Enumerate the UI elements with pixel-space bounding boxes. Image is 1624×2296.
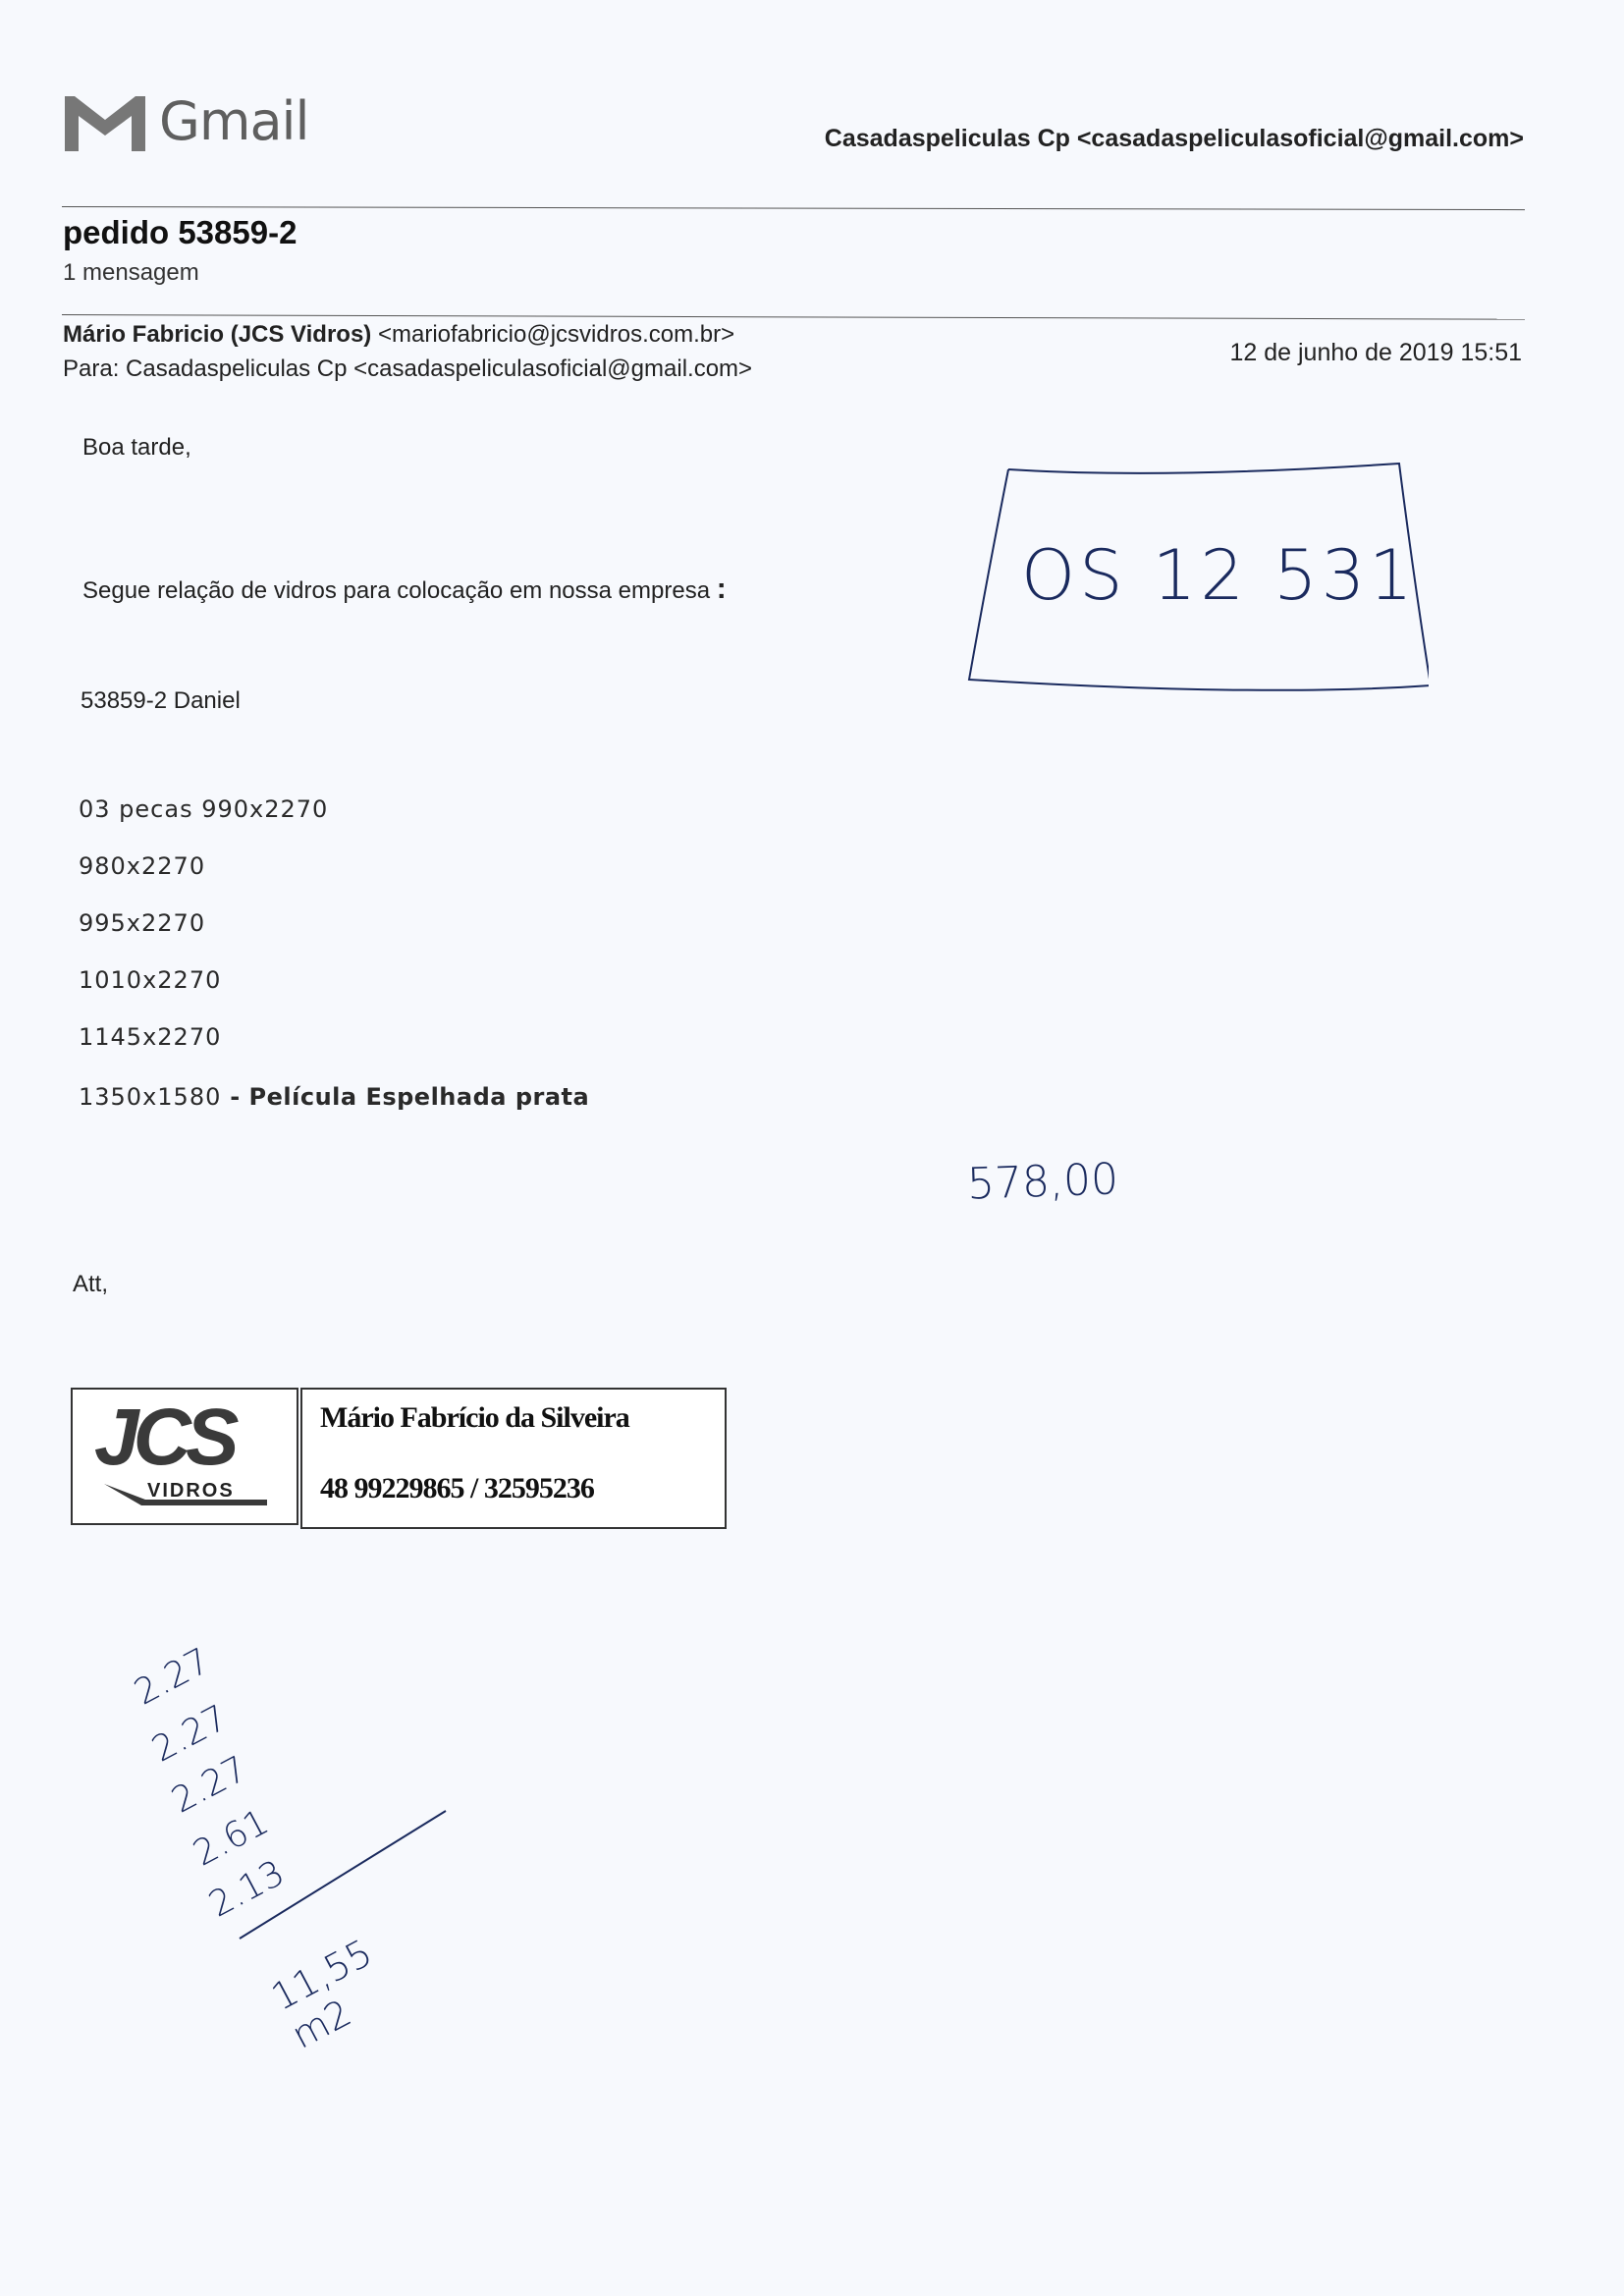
glass-item: 980x2270	[79, 852, 206, 880]
calc-total: 11,55 m2	[264, 1931, 380, 2057]
greeting: Boa tarde,	[82, 434, 191, 461]
glass-item-size: 1350x1580	[79, 1083, 222, 1111]
glass-item-film	[79, 1083, 589, 1111]
email-signature	[71, 1388, 725, 1527]
calc-line: 2.27	[145, 1697, 235, 1771]
handwritten-os-number: OS 12 531	[1021, 535, 1417, 616]
gmail-logo-icon	[61, 88, 149, 155]
glass-item: 1145x2270	[79, 1023, 222, 1051]
signature-phone: 48 99229865 / 32595236	[320, 1472, 594, 1504]
message-date: 12 de junho de 2019 15:51	[1229, 339, 1522, 366]
jcs-logo	[71, 1388, 298, 1525]
order-reference: 53859-2 Daniel	[81, 687, 241, 714]
closing: Att,	[73, 1271, 109, 1297]
message-divider	[62, 314, 1525, 320]
intro-colon: :	[716, 573, 727, 605]
glass-item: 1010x2270	[79, 966, 222, 994]
calc-line: 2.27	[165, 1748, 254, 1822]
calc-line: 2.61	[187, 1801, 276, 1875]
signature-info	[300, 1388, 727, 1529]
sender-name: Mário Fabricio (JCS Vidros)	[63, 321, 372, 348]
thread-subject: pedido 53859-2	[63, 214, 298, 250]
handwritten-amount: 578,00	[966, 1154, 1119, 1210]
calc-line: 2.13	[202, 1852, 292, 1926]
signature-name: Mário Fabrício da Silveira	[320, 1401, 629, 1434]
glass-item: 995x2270	[79, 909, 206, 937]
message-sender	[63, 321, 734, 349]
intro-sentence: Segue relação de vidros para colocação em nossa empresa	[82, 577, 711, 604]
account-email: Casadaspeliculas Cp <casadaspeliculasoficial@gmail.com>	[824, 125, 1524, 152]
gmail-wordmark: Gmail	[159, 90, 309, 152]
jcs-logo-text: JCS	[94, 1393, 234, 1482]
calc-line: 2.27	[128, 1640, 217, 1714]
jcs-logo-subtext: VIDROS	[147, 1480, 235, 1502]
sender-email: <mariofabricio@jcsvidros.com.br>	[377, 321, 735, 348]
handwritten-calculation	[128, 1640, 452, 2057]
film-note: - Película Espelhada prata	[221, 1083, 590, 1111]
message-recipient: Para: Casadaspeliculas Cp <casadaspeliculasoficial@gmail.com>	[63, 355, 753, 382]
message-count: 1 mensagem	[63, 259, 199, 286]
intro-text	[82, 573, 727, 606]
header-divider	[62, 206, 1525, 210]
glass-item: 03 pecas 990x2270	[79, 795, 329, 823]
